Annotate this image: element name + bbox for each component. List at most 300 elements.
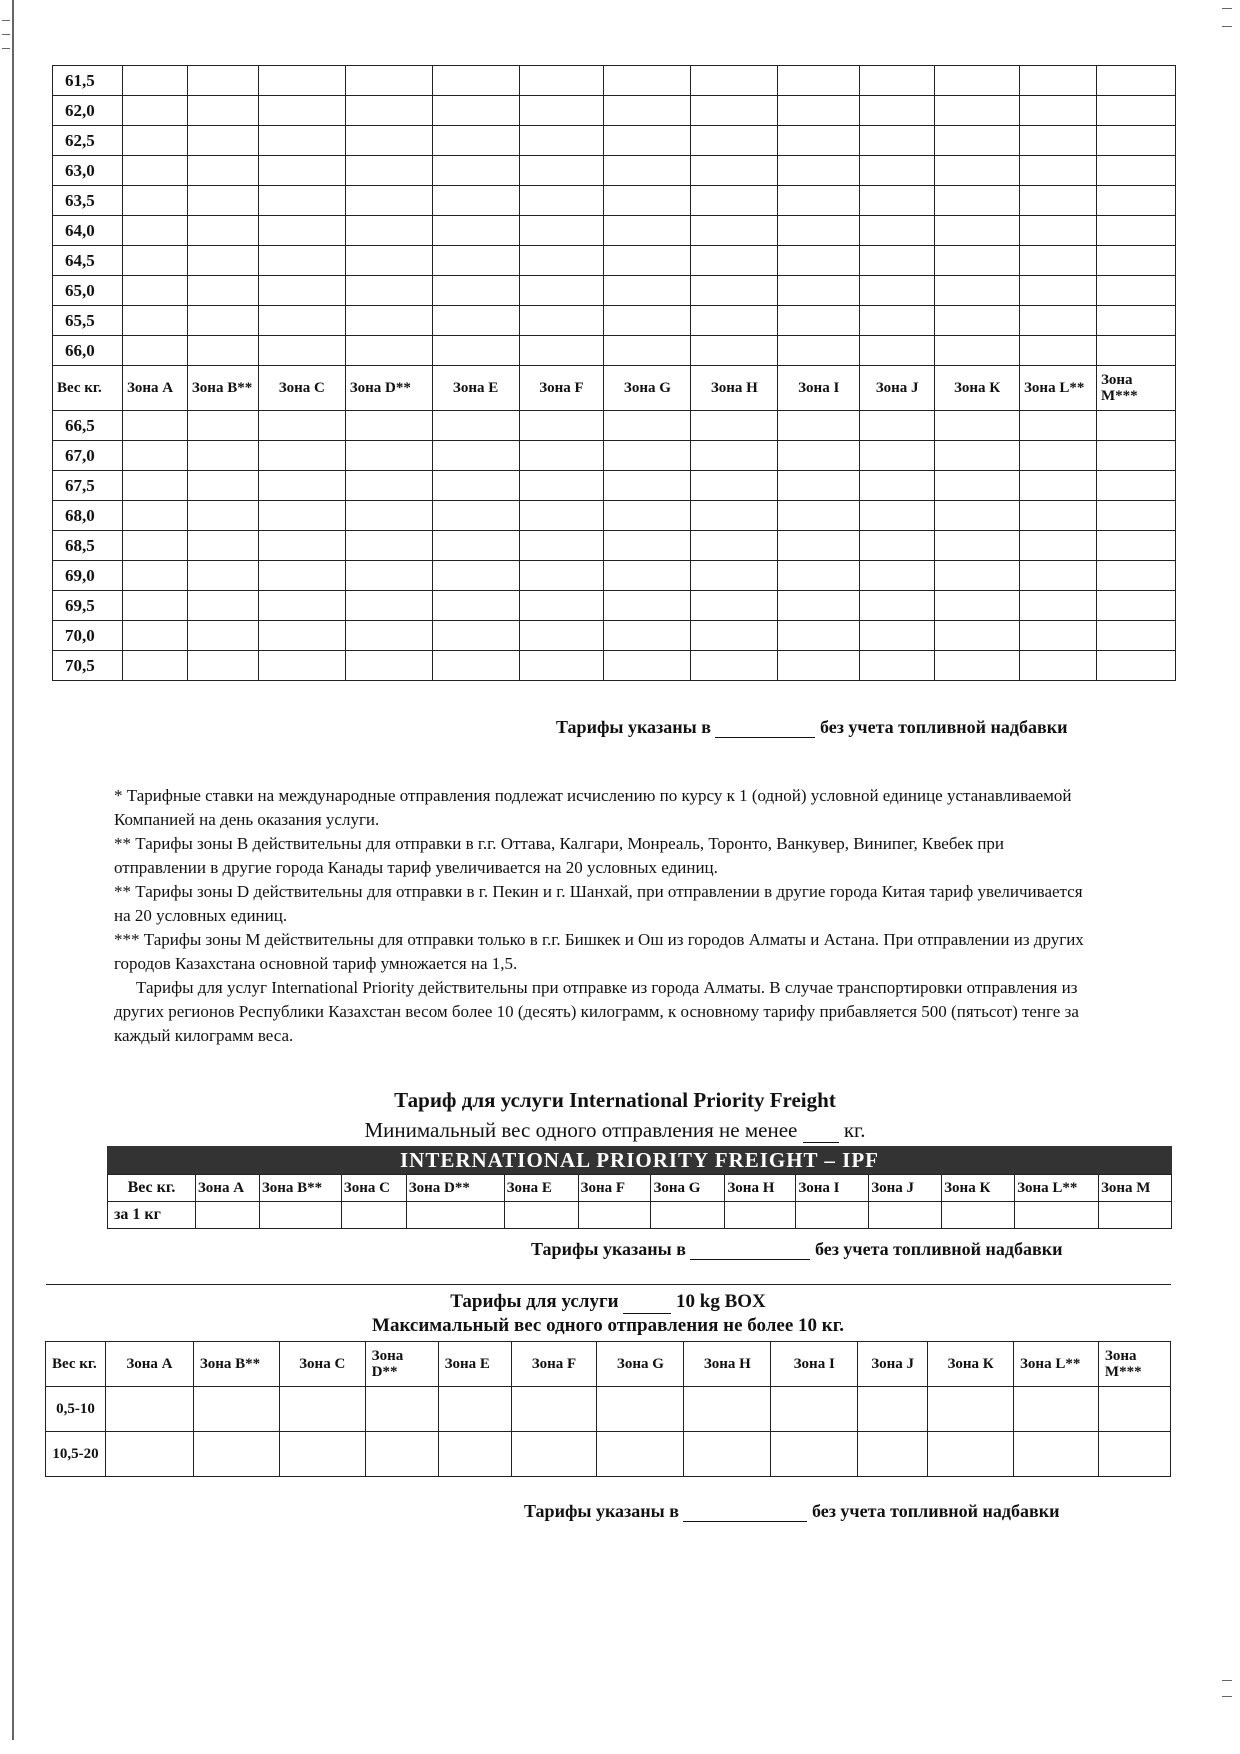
rate-cell: [258, 471, 345, 501]
tariff-currency-line: [531, 1238, 1062, 1260]
rate-cell: [604, 591, 691, 621]
table-row: [46, 1432, 1171, 1477]
rate-cell: [345, 411, 432, 441]
rate-cell: [122, 306, 187, 336]
rate-cell: [187, 651, 258, 681]
weight-cell: 68,5: [53, 531, 123, 561]
column-header: Зона Н: [725, 1175, 796, 1202]
rate-cell: [105, 1432, 193, 1477]
rate-cell: [345, 501, 432, 531]
box-title-cell: [46, 1285, 1171, 1342]
rate-cell: [935, 306, 1020, 336]
rate-cell: [193, 1387, 279, 1432]
rate-cell: [928, 1432, 1014, 1477]
rate-cell: [187, 471, 258, 501]
rate-cell: [604, 186, 691, 216]
rate-cell: [519, 591, 604, 621]
table-row: [108, 1202, 1172, 1229]
rate-cell: [187, 621, 258, 651]
rate-cell: [345, 306, 432, 336]
rate-cell: [258, 66, 345, 96]
rate-cell: [691, 306, 778, 336]
box-title: [52, 1289, 1165, 1314]
column-header: Зона Е: [438, 1342, 511, 1387]
rate-cell: [778, 306, 860, 336]
rate-cell: [1020, 276, 1097, 306]
rate-cell: [345, 156, 432, 186]
column-header: Зона Е: [504, 1175, 578, 1202]
rate-cell: [691, 651, 778, 681]
rate-cell: [935, 531, 1020, 561]
table-row: [53, 186, 1176, 216]
rate-cell: [935, 276, 1020, 306]
rate-cell: [1020, 531, 1097, 561]
rate-cell: [432, 216, 519, 246]
rate-cell: [1096, 276, 1175, 306]
column-header: Зона D**: [365, 1342, 438, 1387]
rate-cell: [122, 126, 187, 156]
tariff-line-right: без учета топливной надбавки: [811, 1501, 1060, 1521]
rate-cell: [935, 471, 1020, 501]
ipf-banner: INTERNATIONAL PRIORITY FREIGHT – IPF: [107, 1146, 1172, 1174]
weight-cell: 66,5: [53, 411, 123, 441]
footnotes: [114, 784, 1088, 1048]
rate-cell: [519, 336, 604, 366]
ipf-rates-table: [107, 1174, 1172, 1229]
table-row: [53, 501, 1176, 531]
rate-cell: [778, 186, 860, 216]
rate-cell: [1020, 591, 1097, 621]
rate-cell: [860, 96, 935, 126]
column-header: Зона J: [869, 1175, 942, 1202]
rate-cell: [432, 621, 519, 651]
rate-cell: [935, 126, 1020, 156]
rate-cell: [122, 501, 187, 531]
rate-cell: [935, 411, 1020, 441]
rate-cell: [1020, 216, 1097, 246]
column-header: Зона В**: [259, 1175, 341, 1202]
tariff-line-left: Тарифы указаны в: [531, 1239, 686, 1259]
min-weight-blank: [803, 1117, 839, 1143]
rate-cell: [1096, 621, 1175, 651]
ipf-subtitle: [100, 1117, 1130, 1143]
rate-cell: [519, 306, 604, 336]
rate-cell: [778, 411, 860, 441]
rate-cell: [860, 306, 935, 336]
column-header: Зона J: [860, 366, 935, 411]
rate-cell: [432, 186, 519, 216]
rate-cell: [691, 621, 778, 651]
rate-cell: [432, 126, 519, 156]
rate-cell: [519, 621, 604, 651]
rate-cell: [928, 1387, 1014, 1432]
currency-blank: [683, 1500, 807, 1522]
rate-cell: [519, 651, 604, 681]
rate-cell: [258, 651, 345, 681]
column-header: Зона I: [771, 1342, 858, 1387]
rate-cell: [691, 561, 778, 591]
weight-cell: 67,5: [53, 471, 123, 501]
rate-cell: [1020, 66, 1097, 96]
rate-cell: [1096, 531, 1175, 561]
rate-cell: [1020, 306, 1097, 336]
rate-cell: [691, 531, 778, 561]
footnote: ** Тарифы зоны В действительны для отправки в г.г. Оттава, Калгари, Монреаль, Торонто, Ванкувер, Винипег, Квебек при отправлении в другие города Канады тариф увеличивается на 20 условных единиц.: [114, 834, 1005, 877]
rate-cell: [860, 561, 935, 591]
rate-cell: [258, 216, 345, 246]
rate-cell: [258, 186, 345, 216]
weight-cell: 62,5: [53, 126, 123, 156]
weight-range-cell: 0,5-10: [46, 1387, 106, 1432]
box-subtitle: Максимальный вес одного отправления не более 10 кг.: [372, 1314, 844, 1336]
rate-cell: [1020, 411, 1097, 441]
rate-cell: [122, 411, 187, 441]
rate-cell: [519, 246, 604, 276]
rate-cell: [432, 336, 519, 366]
rate-cell: [345, 246, 432, 276]
left-margin-tick: [2, 34, 10, 35]
rate-cell: [604, 216, 691, 246]
currency-blank: [715, 716, 815, 738]
table-row: [53, 246, 1176, 276]
column-header: Зона F: [578, 1175, 651, 1202]
rate-cell: [597, 1432, 684, 1477]
rate-cell: [258, 336, 345, 366]
right-margin-tick: [1222, 1696, 1232, 1697]
rate-cell: [519, 66, 604, 96]
rate-cell: [187, 126, 258, 156]
rate-cell: [519, 471, 604, 501]
rate-cell: [860, 156, 935, 186]
ipf-subtitle-right: кг.: [843, 1118, 866, 1142]
rate-cell: [778, 156, 860, 186]
rate-cell: [691, 216, 778, 246]
rate-cell: [365, 1387, 438, 1432]
rate-cell: [1020, 501, 1097, 531]
rate-cell: [604, 561, 691, 591]
rate-cell: [691, 96, 778, 126]
rate-cell: [858, 1387, 928, 1432]
rates-table-upper: [52, 65, 1176, 681]
box-title-right: 10 kg BOX: [676, 1290, 766, 1312]
column-header: Зона А: [195, 1175, 259, 1202]
rate-cell: [258, 441, 345, 471]
rate-cell: [122, 186, 187, 216]
rate-cell: [511, 1387, 597, 1432]
rate-cell: [258, 306, 345, 336]
column-header: Зона К: [935, 366, 1020, 411]
rate-cell: [1020, 651, 1097, 681]
rate-cell: [1098, 1432, 1170, 1477]
rate-cell: [432, 651, 519, 681]
right-margin-tick: [1222, 26, 1232, 27]
rate-cell: [604, 126, 691, 156]
rate-cell: [258, 621, 345, 651]
box-rates-table: [45, 1284, 1171, 1477]
column-header: Вес кг.: [108, 1175, 196, 1202]
table-row: [53, 651, 1176, 681]
table-row: [53, 156, 1176, 186]
rate-cell: [860, 591, 935, 621]
weight-cell: 67,0: [53, 441, 123, 471]
table-row: [53, 471, 1176, 501]
rate-cell: [345, 621, 432, 651]
rate-cell: [122, 531, 187, 561]
rate-cell: [519, 501, 604, 531]
rate-cell: [187, 336, 258, 366]
currency-blank: [690, 1238, 810, 1260]
rate-cell: [778, 336, 860, 366]
table-row: [53, 306, 1176, 336]
column-header: Зона В**: [193, 1342, 279, 1387]
rate-cell: [519, 531, 604, 561]
weight-cell: 63,0: [53, 156, 123, 186]
rate-cell: [519, 156, 604, 186]
rate-cell: [778, 441, 860, 471]
rate-cell: [771, 1432, 858, 1477]
rate-cell: [1015, 1202, 1099, 1229]
ipf-title: Тариф для услуги International Priority Freight: [394, 1088, 836, 1112]
rate-cell: [604, 306, 691, 336]
rate-cell: [258, 156, 345, 186]
rate-cell: [258, 411, 345, 441]
rate-cell: [187, 441, 258, 471]
tariff-currency-line: [556, 716, 1067, 738]
rate-cell: [778, 216, 860, 246]
rate-cell: [187, 411, 258, 441]
rate-cell: [691, 471, 778, 501]
rate-cell: [691, 336, 778, 366]
rate-cell: [345, 651, 432, 681]
footnote: ** Тарифы зоны D действительны для отправки в г. Пекин и г. Шанхай, при отправлении в другие города Китая тариф увеличивается на 20 условных единиц.: [114, 882, 1083, 925]
left-margin-tick: [2, 20, 10, 21]
rate-cell: [187, 186, 258, 216]
rate-cell: [1096, 501, 1175, 531]
table-header-row: [108, 1175, 1172, 1202]
column-header: Зона G: [651, 1175, 725, 1202]
footnote: Тарифы для услуг International Priority действительны при отправке из города Алматы. В случае транспортировки отправления из других регионов Республики Казахстан весом более 10 (десять) килограмм, к основному тарифу прибавляется 500 (пятьсот) тенге за каждый килограмм веса.: [114, 978, 1079, 1045]
rate-cell: [935, 651, 1020, 681]
tariff-line-left: Тарифы указаны в: [524, 1501, 679, 1521]
rate-cell: [187, 591, 258, 621]
rate-cell: [771, 1387, 858, 1432]
rate-cell: [1096, 186, 1175, 216]
right-margin-tick: [1222, 8, 1232, 9]
left-margin-tick: [2, 48, 10, 49]
rate-cell: [935, 96, 1020, 126]
rate-cell: [778, 531, 860, 561]
rate-cell: [345, 96, 432, 126]
rate-cell: [604, 621, 691, 651]
weight-cell: 65,0: [53, 276, 123, 306]
rate-cell: [1020, 246, 1097, 276]
rate-cell: [187, 156, 258, 186]
rate-cell: [725, 1202, 796, 1229]
rate-cell: [778, 96, 860, 126]
rate-cell: [778, 651, 860, 681]
box-title-row: [46, 1285, 1171, 1342]
column-header: Зона В**: [187, 366, 258, 411]
rate-cell: [860, 531, 935, 561]
column-header: Зона F: [519, 366, 604, 411]
rate-cell: [935, 441, 1020, 471]
rate-cell: [519, 96, 604, 126]
rate-cell: [597, 1387, 684, 1432]
rate-cell: [1020, 336, 1097, 366]
rate-cell: [1096, 441, 1175, 471]
rate-cell: [604, 441, 691, 471]
rate-cell: [860, 501, 935, 531]
rate-cell: [193, 1432, 279, 1477]
rate-cell: [345, 186, 432, 216]
rate-cell: [860, 471, 935, 501]
column-header: Вес кг.: [53, 366, 123, 411]
rate-cell: [1096, 246, 1175, 276]
weight-cell: 69,5: [53, 591, 123, 621]
rate-cell: [345, 66, 432, 96]
rate-cell: [1096, 306, 1175, 336]
table-row: [46, 1387, 1171, 1432]
rate-cell: [345, 336, 432, 366]
rate-cell: [345, 471, 432, 501]
table-row: [53, 66, 1176, 96]
rate-cell: [1096, 651, 1175, 681]
rate-cell: [1020, 561, 1097, 591]
column-header: Зона J: [858, 1342, 928, 1387]
rate-cell: [432, 306, 519, 336]
rate-cell: [604, 276, 691, 306]
rate-cell: [438, 1432, 511, 1477]
column-header: Вес кг.: [46, 1342, 106, 1387]
rate-cell: [778, 246, 860, 276]
rate-cell: [935, 561, 1020, 591]
service-blank: [623, 1289, 671, 1314]
rate-cell: [778, 126, 860, 156]
rate-cell: [519, 186, 604, 216]
rate-cell: [122, 651, 187, 681]
rate-cell: [691, 156, 778, 186]
tariff-line-right: без учета топливной надбавки: [819, 717, 1068, 737]
rate-cell: [604, 156, 691, 186]
rate-cell: [1020, 126, 1097, 156]
rate-cell: [187, 276, 258, 306]
rate-cell: [122, 66, 187, 96]
rate-cell: [935, 186, 1020, 216]
rate-cell: [122, 441, 187, 471]
rate-cell: [935, 156, 1020, 186]
rate-cell: [345, 441, 432, 471]
column-header: Зона L**: [1020, 366, 1097, 411]
column-header: Зона Н: [684, 1342, 771, 1387]
tariff-line-right: без учета топливной надбавки: [814, 1239, 1063, 1259]
rate-cell: [691, 591, 778, 621]
footnote: *** Тарифы зоны М действительны для отправки только в г.г. Бишкек и Ош из городов Алматы и Астана. При отправлении из других городов Казахстана основной тариф умножается на 1,5.: [114, 930, 1084, 973]
rate-cell: [869, 1202, 942, 1229]
rate-cell: [860, 126, 935, 156]
rate-cell: [935, 246, 1020, 276]
rate-cell: [122, 591, 187, 621]
rate-cell: [604, 246, 691, 276]
rate-cell: [432, 276, 519, 306]
rate-cell: [341, 1202, 406, 1229]
rate-cell: [105, 1387, 193, 1432]
rate-cell: [122, 471, 187, 501]
column-header: Зона D**: [345, 366, 432, 411]
rate-cell: [691, 126, 778, 156]
rate-cell: [122, 156, 187, 186]
rate-cell: [778, 561, 860, 591]
rate-cell: [438, 1387, 511, 1432]
rate-cell: [691, 186, 778, 216]
rate-cell: [1096, 336, 1175, 366]
rate-cell: [860, 216, 935, 246]
rate-cell: [258, 96, 345, 126]
rate-cell: [651, 1202, 725, 1229]
column-header: Зона L**: [1015, 1175, 1099, 1202]
rate-cell: [519, 561, 604, 591]
rate-cell: [778, 276, 860, 306]
rate-cell: [432, 591, 519, 621]
weight-cell: 70,5: [53, 651, 123, 681]
rate-cell: [860, 246, 935, 276]
column-header: Зона G: [597, 1342, 684, 1387]
rate-cell: [604, 411, 691, 441]
rate-cell: [691, 246, 778, 276]
weight-cell: 70,0: [53, 621, 123, 651]
rate-cell: [578, 1202, 651, 1229]
table-header-row: [53, 366, 1176, 411]
rate-cell: [1096, 561, 1175, 591]
rate-cell: [778, 501, 860, 531]
rate-cell: [279, 1432, 365, 1477]
weight-cell: 68,0: [53, 501, 123, 531]
rate-cell: [860, 651, 935, 681]
weight-cell: 64,5: [53, 246, 123, 276]
rate-cell: [519, 126, 604, 156]
rate-cell: [345, 591, 432, 621]
rate-cell: [604, 531, 691, 561]
rate-cell: [511, 1432, 597, 1477]
rate-cell: [604, 471, 691, 501]
rate-cell: [259, 1202, 341, 1229]
rate-cell: [1020, 186, 1097, 216]
rate-cell: [860, 336, 935, 366]
rate-cell: [1099, 1202, 1172, 1229]
rate-cell: [187, 501, 258, 531]
table-row: [53, 411, 1176, 441]
rate-cell: [604, 96, 691, 126]
rate-cell: [345, 561, 432, 591]
rate-cell: [604, 66, 691, 96]
rate-cell: [365, 1432, 438, 1477]
rate-cell: [519, 276, 604, 306]
column-header: Зона К: [928, 1342, 1014, 1387]
rate-cell: [432, 246, 519, 276]
rate-cell: [1014, 1387, 1099, 1432]
table-row: [53, 216, 1176, 246]
rate-cell: [796, 1202, 869, 1229]
rate-cell: [935, 591, 1020, 621]
rate-cell: [1096, 66, 1175, 96]
column-header: Зона I: [778, 366, 860, 411]
rate-cell: [860, 621, 935, 651]
rate-cell: [187, 561, 258, 591]
rate-cell: [258, 531, 345, 561]
rate-cell: [935, 66, 1020, 96]
rate-cell: [935, 336, 1020, 366]
rate-cell: [858, 1432, 928, 1477]
rate-cell: [684, 1387, 771, 1432]
